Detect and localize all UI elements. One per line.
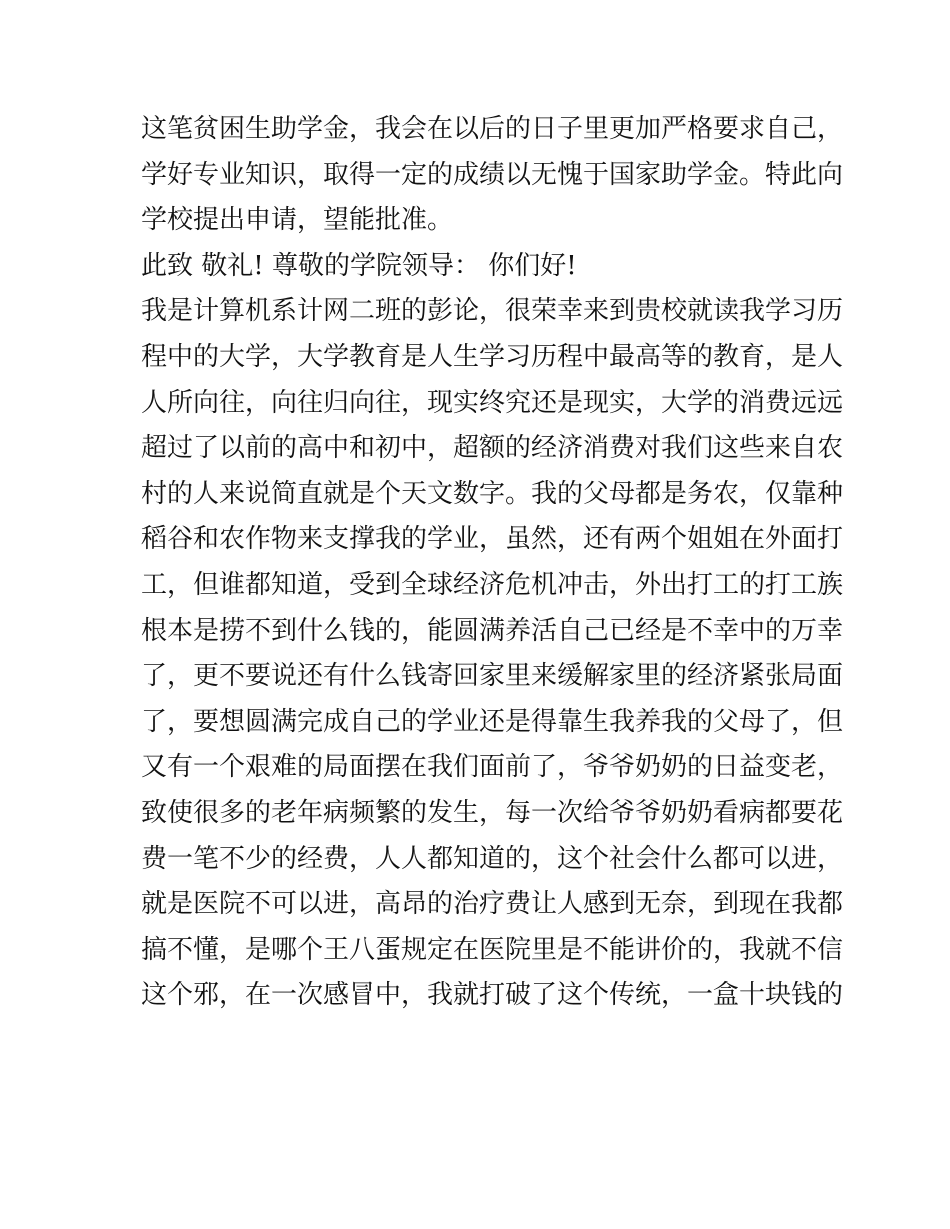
- text-line: 了，要想圆满完成自己的学业还是得靠生我养我的父母了，但: [141, 706, 844, 737]
- text-line: 超过了以前的高中和初中，超额的经济消费对我们这些来自农: [141, 433, 844, 464]
- text-line: 稻谷和农作物来支撑我的学业，虽然，还有两个姐姐在外面打: [141, 524, 844, 555]
- text-line: 这个邪，在一次感冒中，我就打破了这个传统，一盒十块钱的: [141, 980, 844, 1011]
- text-line: 致使很多的老年病频繁的发生，每一次给爷爷奶奶看病都要花: [141, 797, 844, 828]
- text-line: 程中的大学，大学教育是人生学习历程中最高等的教育，是人: [141, 341, 844, 372]
- text-line: 我是计算机系计网二班的彭论，很荣幸来到贵校就读我学习历: [141, 296, 844, 327]
- text-line: 学好专业知识，取得一定的成绩以无愧于国家助学金。特此向: [141, 159, 844, 190]
- salutation-line: 此致 敬礼! 尊敬的学院领导： 你们好!: [141, 250, 577, 281]
- text-line: 学校提出申请，望能批准。: [141, 205, 454, 236]
- text-line: 费一笔不少的经费，人人都知道的，这个社会什么都可以进，: [141, 843, 844, 874]
- text-line: 这笔贫困生助学金，我会在以后的日子里更加严格要求自己，: [141, 114, 844, 144]
- text-line: 就是医院不可以进，高昂的治疗费让人感到无奈，到现在我都: [141, 889, 844, 920]
- document-body: [141, 107, 844, 1019]
- text-line: 搞不懂，是哪个王八蛋规定在医院里是不能讲价的，我就不信: [141, 934, 844, 965]
- text-line: 了，更不要说还有什么钱寄回家里来缓解家里的经济紧张局面: [141, 661, 844, 692]
- text-line: 人所向往，向往归向往，现实终究还是现实，大学的消费远远: [141, 387, 844, 418]
- text-line: 工，但谁都知道，受到全球经济危机冲击，外出打工的打工族: [141, 569, 844, 600]
- text-line: 根本是捞不到什么钱的，能圆满养活自己已经是不幸中的万幸: [141, 615, 844, 646]
- text-line: 村的人来说简直就是个天文数字。我的父母都是务农，仅靠种: [141, 478, 844, 509]
- text-line: 又有一个艰难的局面摆在我们面前了，爷爷奶奶的日益变老，: [141, 752, 844, 783]
